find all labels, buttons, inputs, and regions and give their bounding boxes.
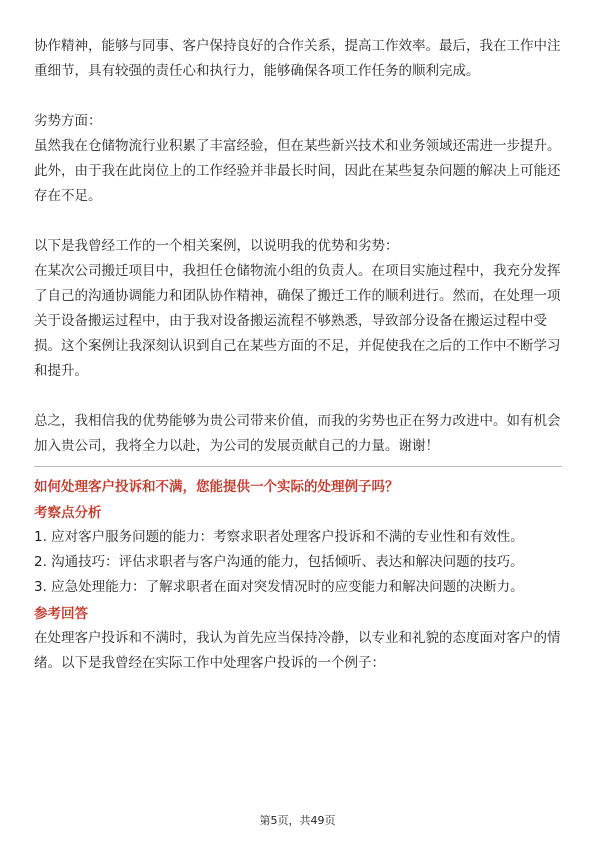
section-divider	[34, 466, 562, 467]
document-page	[34, 34, 562, 676]
spacer	[34, 384, 562, 409]
analysis-item-1: 1. 应对客户服务问题的能力：考察求职者处理客户投诉和不满的专业性和有效性。	[34, 529, 524, 545]
interview-question: 如何处理客户投诉和不满，您能提供一个实际的处理例子吗？	[34, 479, 399, 495]
weakness-paragraph: 虽然我在仓储物流行业积累了丰富经验，但在某些新兴技术和业务领域还需进一步提升。此外，由于我在此岗位上的工作经验并非最长时间，因此在某些复杂问题的解决上可能还存在不足。	[34, 138, 561, 204]
case-intro: 以下是我曾经工作的一个相关案例，以说明我的优势和劣势：	[34, 238, 399, 254]
analysis-heading: 考察点分析	[34, 505, 102, 521]
case-paragraph: 在某次公司搬迁项目中，我担任仓储物流小组的负责人。在项目实施过程中，我充分发挥了自己的沟通协调能力和团队协作精神，确保了搬迁工作的顺利进行。然而，在处理一项关于设备搬运过程中，由于我对设备搬运流程不够熟悉，导致部分设备在搬运过程中受损。这个案例让我深刻认识到自己在某些方面的不足，并促使我在之后的工作中不断学习和提升。	[34, 263, 561, 379]
spacer	[34, 84, 562, 109]
answer-paragraph: 在处理客户投诉和不满时，我认为首先应当保持冷静，以专业和礼貌的态度面对客户的情绪。以下是我曾经在实际工作中处理客户投诉的一个例子：	[34, 630, 561, 671]
conclusion-paragraph: 总之，我相信我的优势能够为贵公司带来价值，而我的劣势也正在努力改进中。如有机会加入贵公司，我将全力以赴，为公司的发展贡献自己的力量。谢谢！	[34, 413, 561, 454]
weakness-heading: 劣势方面：	[34, 113, 102, 129]
page-number: 第5页，共49页	[259, 814, 336, 827]
answer-heading: 参考回答	[34, 606, 88, 622]
analysis-item-3: 3. 应急处理能力：了解求职者在面对突发情况时的应变能力和解决问题的决断力。	[34, 579, 524, 595]
intro-paragraph: 协作精神，能够与同事、客户保持良好的合作关系，提高工作效率。最后，我在工作中注重细节，具有较强的责任心和执行力，能够确保各项工作任务的顺利完成。	[34, 38, 561, 79]
analysis-item-2: 2. 沟通技巧：评估求职者与客户沟通的能力，包括倾听、表达和解决问题的技巧。	[34, 554, 524, 570]
spacer	[34, 209, 562, 234]
